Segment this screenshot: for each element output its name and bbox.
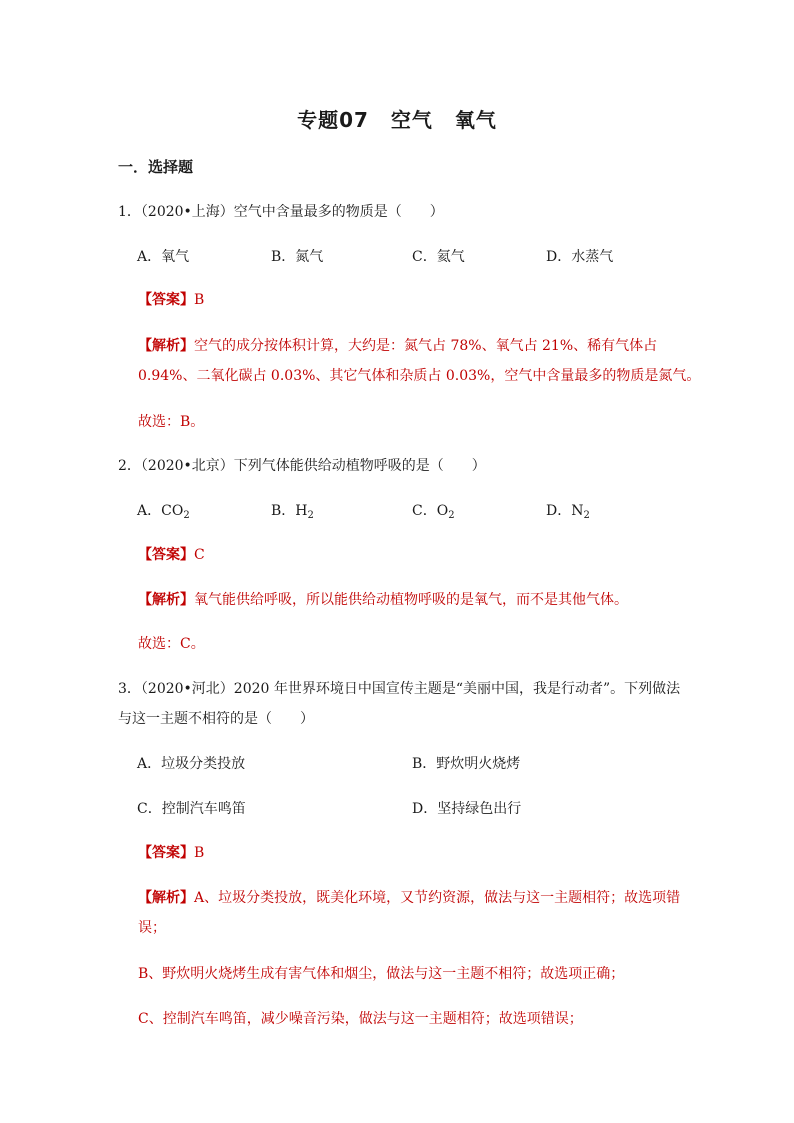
title-oxygen: 氧气	[454, 108, 497, 132]
q1-option-b: B．氮气	[271, 249, 324, 265]
q3-answer-value: B	[194, 845, 205, 861]
q1-analysis-line2: 0.94%、二氧化碳占 0.03%、其它气体和杂质占 0.03%，空气中含量最多的物质是氮气。	[138, 368, 701, 384]
q3-analysis-tag: 【解析】	[138, 890, 194, 906]
q1-choice: 故选：B。	[138, 414, 205, 430]
q3-option-d: D．坚持绿色出行	[412, 801, 522, 817]
q3-option-c: C．控制汽车鸣笛	[137, 801, 246, 817]
q3-analysis-line2: 误；	[138, 920, 166, 936]
q1-answer-value: B	[194, 292, 205, 308]
page-title	[0, 104, 794, 133]
q2-answer-value: C	[194, 547, 205, 563]
q1-stem: 1．（2020•上海）空气中含量最多的物质是（ ）	[118, 204, 444, 220]
q3-analysis-text1: A、垃圾分类投放，既美化环境，又节约资源，做法与这一主题相符；故选项错	[194, 890, 681, 906]
q1-answer-tag: 【答案】	[138, 292, 194, 308]
q2-analysis	[138, 590, 628, 610]
section-heading: 一．选择题	[118, 158, 194, 176]
q2-answer	[138, 545, 205, 565]
q3-option-b: B．野炊明火烧烤	[412, 756, 521, 772]
q2-option-b: B．$H_2$	[271, 503, 314, 521]
q2-analysis-tag: 【解析】	[138, 592, 194, 608]
q1-answer	[138, 290, 204, 310]
q3-stem-line2: 与这一主题不相符的是（ ）	[118, 711, 314, 727]
q3-answer-tag: 【答案】	[138, 845, 194, 861]
q3-option-a: A．垃圾分类投放	[137, 756, 246, 772]
q3-answer	[138, 843, 204, 863]
q2-option-d: D．$N_2$	[546, 503, 590, 521]
q2-answer-tag: 【答案】	[138, 547, 194, 563]
q2-stem: 2．（2020•北京）下列气体能供给动植物呼吸的是（ ）	[118, 458, 486, 474]
q2-choice: 故选：C。	[138, 636, 205, 652]
q1-analysis-tag: 【解析】	[138, 338, 194, 354]
q1-option-a: A．氧气	[137, 249, 190, 265]
q3-stem-line1: 3．（2020•河北）2020 年世界环境日中国宣传主题是“美丽中国，我是行动者”。下列做法	[118, 681, 681, 697]
q1-option-c: C．氦气	[412, 249, 465, 265]
q3-analysis-line3: B、野炊明火烧烤生成有害气体和烟尘，做法与这一主题不相符；故选项正确；	[138, 966, 625, 982]
q2-option-a: A．$CO_2$	[137, 503, 190, 521]
q2-analysis-text: 氧气能供给呼吸，所以能供给动植物呼吸的是氧气，而不是其他气体。	[194, 592, 628, 608]
q1-analysis-text1: 空气的成分按体积计算，大约是：氮气占 78%、氧气占 21%、稀有气体占	[194, 338, 658, 354]
title-air: 空气	[390, 108, 433, 132]
title-topic-number: 专题07	[297, 108, 369, 132]
q3-analysis-line1	[138, 888, 680, 908]
q2-option-c: C．$O_2$	[412, 503, 455, 521]
q1-analysis-line1	[138, 336, 657, 356]
q3-analysis-line4: C、控制汽车鸣笛，减少噪音污染，做法与这一主题相符；故选项错误；	[138, 1011, 583, 1027]
q1-option-d: D．水蒸气	[546, 249, 614, 265]
